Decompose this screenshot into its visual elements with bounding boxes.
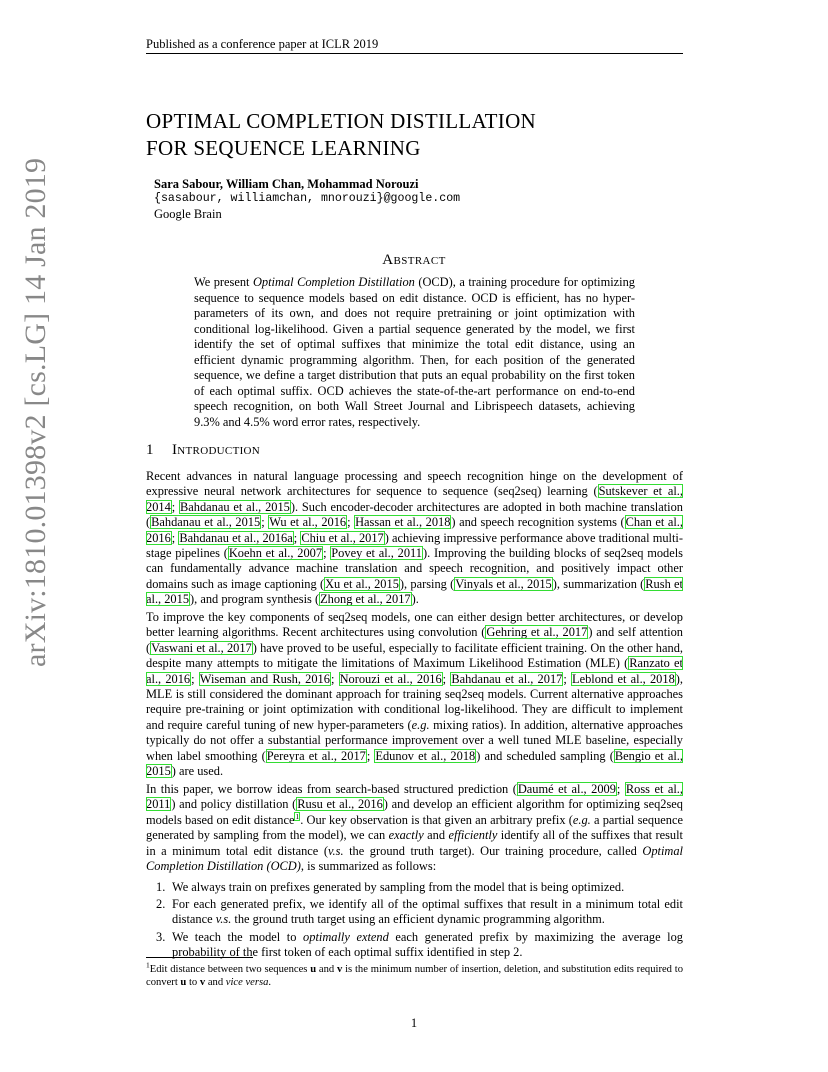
footnote-link[interactable]: 1 xyxy=(295,811,300,821)
list-item: 3. We teach the model to optimally extend each generated prefix by maximizing the average log probability of the first token of each optimal suffix identified in step 2. xyxy=(156,929,684,959)
citation-link[interactable]: Koehn et al., 2007 xyxy=(228,546,323,561)
ocd-steps-list xyxy=(146,880,683,962)
citation-link[interactable]: Edunov et al., 2018 xyxy=(375,748,476,763)
citation-link[interactable]: Daumé et al., 2009 xyxy=(517,782,616,796)
citation-link[interactable]: Ranzato et al., 2016 xyxy=(146,656,683,686)
page-number: 1 xyxy=(410,1016,418,1030)
citation-link[interactable]: Gehring et al., 2017 xyxy=(486,625,588,640)
header-rule xyxy=(146,53,683,54)
intro-paragraph-2: To improve the key components of seq2seq models, one can either design better architectures, or develop better learning algorithms. Recent architectures using convolution (Gehring et al., 2017) and self attention (Vaswani et al., 2017) have proved to be useful, especially to facilitate efficient training. On the other hand, despite many attempts to mitigate the limitations of Maximum Likelihood Estimation (MLE) (Ranzato et al., 2016; Wiseman and Rush, 2016; Norouzi et al., 2016; Bahdanau et al., 2017; Leblond et al., 2018), MLE is still considered the dominant approach for training seq2seq models. Current alternative approaches require pre-training or joint optimization with conditional log-likelihood. They are difficult to implement and require careful tuning of new hyper-parameters (e.g. mixing ratios). In addition, alternative approaches typically do not offer a substantial performance improvement over a well tuned MLE baseline, especially when label smoothing (Pereyra et al., 2017; Edunov et al., 2018) and scheduled sampling (Bengio et al., 2015) are used. xyxy=(146,610,683,779)
citation-link[interactable]: Wiseman and Rush, 2016 xyxy=(199,671,330,686)
citation-link[interactable]: Bahdanau et al., 2015 xyxy=(151,515,261,530)
title-line-1: OPTIMAL COMPLETION DISTILLATION xyxy=(146,109,537,133)
running-header: Published as a conference paper at ICLR 2019 xyxy=(146,37,379,51)
intro-paragraph-3: In this paper, we borrow ideas from search-based structured prediction (Daumé et al., 2009; Ross et al., 2011) and policy distillation (Rusu et al., 2016) and develop an efficient algorithm for optimizing seq2seq models based on edit distance$^1$. Our key observation is that given an arbitrary prefix (e.g. a partial sequence generated by sampling from the model), we can exactly and efficiently identify all of the suffixes that result in a minimum total edit distance (v.s. the ground truth target). Our training procedure, called Optimal Completion Distillation (OCD), is summarized as follows: xyxy=(146,782,684,874)
citation-link[interactable]: Bengio et al., 2015 xyxy=(146,748,683,779)
citation-link[interactable]: Bahdanau et al., 2016a xyxy=(179,530,293,545)
footnote: $^1$Edit distance between two sequences u and v is the minimum number of insertion, deletion, and substitution edits required to convert u to v and vice versa. xyxy=(146,960,684,988)
citation-link[interactable]: Wu et al., 2016 xyxy=(269,515,347,530)
abstract-body: We present Optimal Completion Distillation (OCD), a training procedure for optimizing sequence to sequence models based on edit distance. OCD is efficient, has no hyper-parameters of its own, and does not require pretraining or joint optimization with conditional log-likelihood. Given a partial sequence generated by the model, we first identify the set of optimal suffixes that minimize the total edit distance, using an efficient dynamic programming algorithm. Then, for each position of the generated sequence, we define a target distribution that puts an equal probability on the first token of each optimal suffix. OCD achieves the state-of-the-art performance on end-to-end speech recognition, on both Wall Street Journal and Librispeech datasets, achieving 9.3% and 4.5% word error rates, respectively. xyxy=(194,275,635,429)
paper-title xyxy=(146,108,536,162)
author-emails: {sasabour, williamchan, mnorouzi}@google.com xyxy=(154,192,461,205)
affiliation: Google Brain xyxy=(154,207,222,221)
citation-link[interactable]: Chiu et al., 2017 xyxy=(301,530,384,545)
citation-link[interactable]: Rush et al., 2015 xyxy=(146,576,683,607)
citation-link[interactable]: Povey et al., 2011 xyxy=(331,546,422,561)
citation-link[interactable]: Leblond et al., 2018 xyxy=(572,671,675,686)
citation-link[interactable]: Chan et al., 2016 xyxy=(146,515,684,545)
author-list: Sara Sabour, William Chan, Mohammad Norouzi xyxy=(154,177,419,191)
title-line-2: FOR SEQUENCE LEARNING xyxy=(146,136,421,160)
citation-link[interactable]: Ross et al., 2011 xyxy=(146,782,684,812)
citation-link[interactable]: Vinyals et al., 2015 xyxy=(455,576,552,591)
list-item: 1. We always train on prefixes generated by sampling from the model that is being optimized. xyxy=(156,880,625,894)
section-heading: 1 Introduction xyxy=(146,442,261,458)
citation-link[interactable]: Zhong et al., 2017 xyxy=(320,592,411,607)
footnote-rule xyxy=(146,957,253,958)
citation-link[interactable]: Bahdanau et al., 2017 xyxy=(451,671,563,686)
abstract-heading: Abstract xyxy=(382,252,446,268)
citation-link[interactable]: Rusu et al., 2016 xyxy=(297,797,383,812)
citation-link[interactable]: Vaswani et al., 2017 xyxy=(151,640,252,655)
citation-link[interactable]: Norouzi et al., 2016 xyxy=(339,671,442,686)
list-item: 2. For each generated prefix, we identify all of the optimal suffixes that result in a minimum total edit distance v.s. the ground truth target using an efficient dynamic programming algorithm. xyxy=(156,897,683,927)
citation-link[interactable]: Bahdanau et al., 2015 xyxy=(180,499,290,514)
citation-link[interactable]: Xu et al., 2015 xyxy=(325,576,399,591)
citation-link[interactable]: Pereyra et al., 2017 xyxy=(266,748,366,763)
intro-paragraph-1: Recent advances in natural language processing and speech recognition hinge on the development of expressive neural network architectures for sequence to sequence (seq2seq) learning (Sutskever et al., 2014; Bahdanau et al., 2015). Such encoder-decoder architectures are adopted in both machine translation (Bahdanau et al., 2015; Wu et al., 2016; Hassan et al., 2018) and speech recognition systems (Chan et al., 2016; Bahdanau et al., 2016a; Chiu et al., 2017) achieving impressive performance above traditional multi-stage pipelines (Koehn et al., 2007; Povey et al., 2011). Improving the building blocks of seq2seq models can fundamentally advance machine translation and speech recognition, and positively impact other domains such as image captioning (Xu et al., 2015), parsing (Vinyals et al., 2015), summarization (Rush et al., 2015), and program synthesis (Zhong et al., 2017). xyxy=(146,469,684,607)
citation-link[interactable]: Sutskever et al., 2014 xyxy=(146,484,683,514)
citation-link[interactable]: Hassan et al., 2018 xyxy=(355,515,451,530)
arxiv-side-stamp: arXiv:1810.01398v2 [cs.LG] 14 Jan 2019 xyxy=(19,157,52,667)
